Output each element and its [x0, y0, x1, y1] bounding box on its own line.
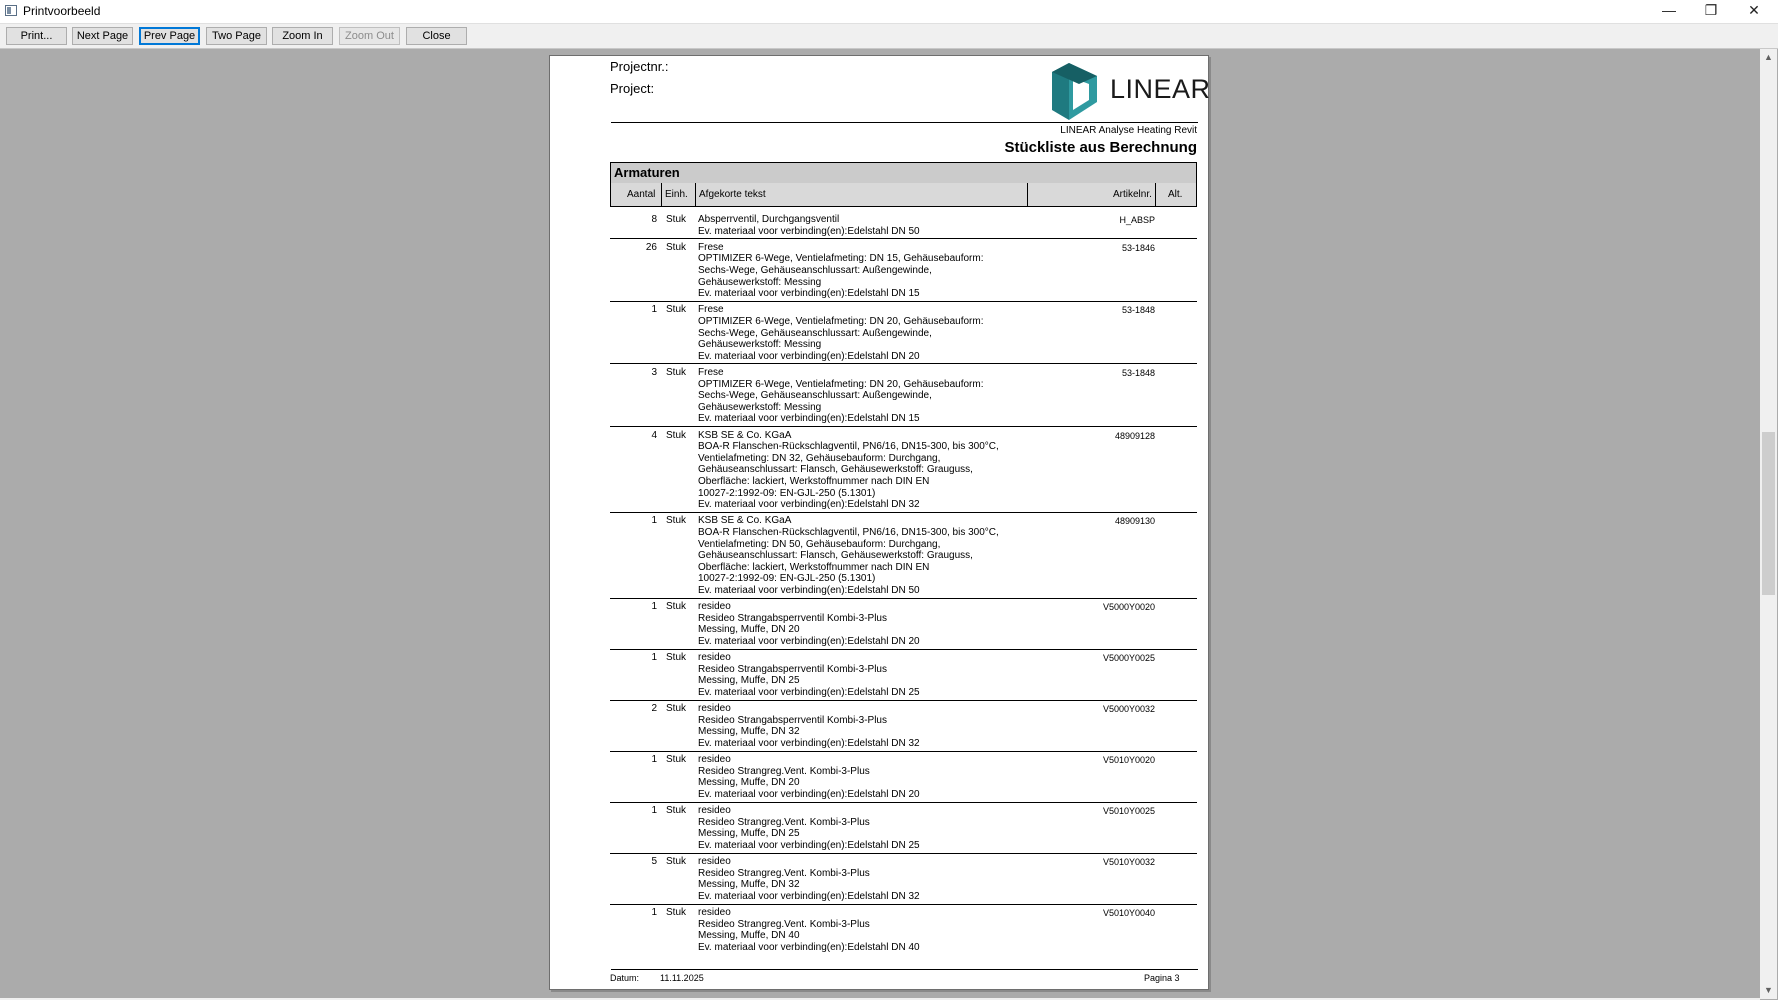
row-quantity: 2	[651, 703, 657, 715]
row-separator	[610, 363, 1197, 364]
row-article-number: V5000Y0020	[1102, 602, 1155, 613]
row-description	[698, 601, 920, 647]
close-button[interactable]: Close	[406, 27, 467, 45]
row-description	[698, 304, 984, 362]
description-line: Resideo Strangreg.Vent. Kombi-3-Plus	[698, 765, 870, 777]
row-description	[698, 242, 984, 300]
row-article-number: 48909130	[1114, 516, 1155, 527]
description-line: Ev. materiaal voor verbinding(en):Edelstahl DN 20	[698, 350, 920, 362]
header-rule	[611, 122, 1198, 123]
row-quantity: 1	[651, 601, 657, 613]
row-separator	[610, 512, 1197, 513]
row-description	[698, 856, 920, 902]
row-description	[698, 907, 920, 953]
row-quantity: 5	[651, 856, 657, 868]
subtitle: LINEAR Analyse Heating Revit	[1060, 125, 1197, 136]
row-separator	[610, 700, 1197, 701]
print-button[interactable]: Print...	[6, 27, 67, 45]
row-article-number: V5010Y0040	[1102, 908, 1155, 919]
minimize-button[interactable]: —	[1662, 2, 1676, 18]
scroll-thumb[interactable]	[1762, 432, 1775, 595]
row-separator	[610, 751, 1197, 752]
description-line: Resideo Strangreg.Vent. Kombi-3-Plus	[698, 918, 870, 930]
next-page-button[interactable]: Next Page	[72, 27, 133, 45]
description-line: Resideo Strangabsperrventil Kombi-3-Plus	[698, 714, 887, 726]
description-line: Ev. materiaal voor verbinding(en):Edelstahl DN 32	[698, 737, 920, 749]
datum-label: Datum:	[610, 973, 640, 983]
description-line: KSB SE & Co. KGaA	[698, 429, 792, 441]
description-line: Gehäusewerkstoff: Messing	[698, 339, 822, 351]
row-unit: Stuk	[666, 214, 687, 225]
row-article-number: V5010Y0032	[1102, 857, 1155, 868]
row-quantity: 1	[651, 907, 657, 919]
column-header	[610, 183, 1197, 207]
column-divider	[661, 183, 662, 206]
row-separator	[610, 238, 1197, 239]
datum-value: 11.11.2025	[660, 973, 704, 983]
row-article-number: V5000Y0025	[1102, 653, 1155, 664]
scroll-down-icon[interactable]: ▼	[1764, 985, 1773, 995]
description-line: Messing, Muffe, DN 20	[698, 624, 800, 636]
logo-text: LINEAR	[1110, 74, 1211, 104]
description-line: Frese	[698, 304, 724, 316]
row-description	[698, 754, 920, 800]
description-line: Absperrventil, Durchgangsventil	[698, 214, 840, 225]
description-line: resideo	[698, 754, 731, 766]
description-line: BOA-R Flanschen-Rückschlagventil, PN6/16, DN15-300, bis 300°C,	[698, 441, 999, 453]
column-divider	[1155, 183, 1156, 206]
description-line: Ev. materiaal voor verbinding(en):Edelstahl DN 25	[698, 839, 920, 851]
row-quantity: 1	[651, 754, 657, 766]
description-line: KSB SE & Co. KGaA	[698, 515, 792, 527]
description-line: Messing, Muffe, DN 20	[698, 777, 800, 789]
row-quantity: 8	[651, 214, 657, 225]
row-separator	[610, 802, 1197, 803]
row-article-number: V5010Y0025	[1102, 806, 1155, 817]
row-article-number: H_ABSP	[1119, 215, 1155, 225]
description-line: Sechs-Wege, Gehäuseanschlussart: Außengewinde,	[698, 264, 932, 276]
description-line: Gehäuseanschlussart: Flansch, Gehäusewerkstoff: Grauguss,	[698, 550, 973, 562]
restore-button[interactable]: ❐	[1704, 2, 1718, 18]
description-line: Sechs-Wege, Gehäuseanschlussart: Außengewinde,	[698, 390, 932, 402]
description-line: Ev. materiaal voor verbinding(en):Edelstahl DN 50	[698, 225, 920, 237]
app-icon	[5, 5, 17, 16]
description-line: 10027-2:1992-09: EN-GJL-250 (5.1301)	[698, 573, 876, 585]
row-unit: Stuk	[666, 805, 687, 817]
row-unit: Stuk	[666, 367, 687, 378]
row-article-number: 53-1846	[1121, 242, 1155, 253]
prev-page-button[interactable]: Prev Page	[139, 27, 200, 45]
description-line: Ev. materiaal voor verbinding(en):Edelstahl DN 50	[698, 584, 920, 596]
page-number: Pagina 3	[1144, 973, 1180, 983]
description-line: Ev. materiaal voor verbinding(en):Edelstahl DN 20	[698, 635, 920, 647]
description-line: Messing, Muffe, DN 25	[698, 675, 800, 687]
row-quantity: 4	[651, 429, 657, 441]
row-unit: Stuk	[666, 754, 687, 766]
row-unit: Stuk	[666, 907, 687, 919]
description-line: resideo	[698, 703, 731, 715]
row-quantity: 1	[651, 304, 657, 316]
window-title: Printvoorbeeld	[23, 4, 101, 18]
col-artikelnr: Artikelnr.	[1113, 189, 1152, 200]
row-unit: Stuk	[666, 304, 687, 316]
description-line: Ev. materiaal voor verbinding(en):Edelstahl DN 32	[698, 499, 920, 511]
linear-logo-icon	[1049, 60, 1101, 120]
projectnr-label: Projectnr.:	[610, 59, 669, 74]
description-line: Resideo Strangabsperrventil Kombi-3-Plus	[698, 663, 887, 675]
description-line: OPTIMIZER 6-Wege, Ventielafmeting: DN 15, Gehäusebauform:	[698, 253, 984, 265]
row-unit: Stuk	[666, 652, 687, 664]
row-article-number: 53-1848	[1121, 368, 1155, 378]
description-line: resideo	[698, 601, 731, 613]
row-description	[698, 652, 920, 698]
description-line: Messing, Muffe, DN 32	[698, 726, 800, 738]
col-eenh: Einh.	[665, 189, 688, 200]
description-line: resideo	[698, 856, 731, 868]
row-article-number: V5000Y0032	[1102, 704, 1155, 715]
description-line: Ev. materiaal voor verbinding(en):Edelstahl DN 20	[698, 788, 920, 800]
zoom-in-button[interactable]: Zoom In	[272, 27, 333, 45]
scroll-up-icon[interactable]: ▲	[1764, 52, 1773, 62]
row-unit: Stuk	[666, 429, 687, 441]
section-header: Armaturen	[610, 162, 1197, 184]
description-line: Gehäusewerkstoff: Messing	[698, 401, 822, 413]
preview-page	[549, 55, 1209, 990]
description-line: Ev. materiaal voor verbinding(en):Edelstahl DN 32	[698, 890, 920, 902]
project-label: Project:	[610, 81, 655, 96]
description-line: Messing, Muffe, DN 40	[698, 930, 800, 942]
description-line: Ev. materiaal voor verbinding(en):Edelstahl DN 15	[698, 288, 920, 300]
row-article-number: V5010Y0020	[1102, 755, 1155, 766]
row-description	[698, 703, 920, 749]
document-title: Stückliste aus Berechnung	[1004, 139, 1197, 156]
description-line: Oberfläche: lackiert, Werkstoffnummer nach DIN EN	[698, 561, 930, 573]
description-line: OPTIMIZER 6-Wege, Ventielafmeting: DN 20, Gehäusebauform:	[698, 378, 984, 390]
column-divider	[1027, 183, 1028, 206]
row-unit: Stuk	[666, 515, 687, 527]
row-quantity: 1	[651, 805, 657, 817]
two-page-button[interactable]: Two Page	[206, 27, 267, 45]
column-divider	[695, 183, 696, 206]
row-article-number: 53-1848	[1121, 305, 1155, 316]
description-line: Gehäusewerkstoff: Messing	[698, 276, 822, 288]
description-line: Ev. materiaal voor verbinding(en):Edelstahl DN 40	[698, 941, 920, 953]
description-line: Ev. materiaal voor verbinding(en):Edelstahl DN 25	[698, 686, 920, 698]
close-window-button[interactable]: ✕	[1748, 2, 1760, 18]
row-separator	[610, 904, 1197, 905]
row-separator	[610, 853, 1197, 854]
row-separator	[610, 598, 1197, 599]
col-text: Afgekorte tekst	[699, 189, 766, 200]
row-quantity: 3	[651, 367, 657, 378]
description-line: OPTIMIZER 6-Wege, Ventielafmeting: DN 20, Gehäusebauform:	[698, 315, 984, 327]
row-separator	[610, 301, 1197, 302]
description-line: Resideo Strangabsperrventil Kombi-3-Plus	[698, 612, 887, 624]
row-separator	[610, 426, 1197, 427]
description-line: Sechs-Wege, Gehäuseanschlussart: Außengewinde,	[698, 327, 932, 339]
row-unit: Stuk	[666, 856, 687, 868]
description-line: resideo	[698, 652, 731, 664]
footer-rule	[611, 969, 1198, 970]
row-description	[698, 367, 984, 425]
row-quantity: 1	[651, 515, 657, 527]
row-description	[698, 214, 920, 237]
description-line: Frese	[698, 241, 724, 253]
description-line: Resideo Strangreg.Vent. Kombi-3-Plus	[698, 867, 870, 879]
row-description	[698, 805, 920, 851]
description-line: Frese	[698, 367, 724, 378]
row-quantity: 1	[651, 652, 657, 664]
vertical-scrollbar[interactable]	[1760, 49, 1777, 999]
description-line: Oberfläche: lackiert, Werkstoffnummer nach DIN EN	[698, 475, 930, 487]
zoom-out-button: Zoom Out	[339, 27, 400, 45]
row-description	[698, 515, 999, 596]
row-separator	[610, 649, 1197, 650]
description-line: resideo	[698, 805, 731, 817]
row-description	[698, 430, 999, 511]
description-line: resideo	[698, 907, 731, 919]
row-unit: Stuk	[666, 241, 687, 253]
description-line: Ventielafmeting: DN 32, Gehäusebauform: Durchgang,	[698, 452, 941, 464]
col-aantal: Aantal	[627, 189, 656, 200]
toolbar	[0, 24, 1778, 49]
description-line: Ventielafmeting: DN 50, Gehäusebauform: Durchgang,	[698, 538, 941, 550]
description-line: Messing, Muffe, DN 25	[698, 828, 800, 840]
title-bar	[0, 0, 1778, 24]
description-line: Messing, Muffe, DN 32	[698, 879, 800, 891]
description-line: 10027-2:1992-09: EN-GJL-250 (5.1301)	[698, 487, 876, 499]
row-unit: Stuk	[666, 703, 687, 715]
row-article-number: 48909128	[1114, 430, 1155, 441]
col-alt: Alt.	[1168, 189, 1183, 200]
description-line: Gehäuseanschlussart: Flansch, Gehäusewerkstoff: Grauguss,	[698, 464, 973, 476]
row-quantity: 26	[645, 241, 657, 253]
description-line: Resideo Strangreg.Vent. Kombi-3-Plus	[698, 816, 870, 828]
description-line: Ev. materiaal voor verbinding(en):Edelstahl DN 15	[698, 413, 920, 425]
row-unit: Stuk	[666, 601, 687, 613]
description-line: BOA-R Flanschen-Rückschlagventil, PN6/16, DN15-300, bis 300°C,	[698, 526, 999, 538]
